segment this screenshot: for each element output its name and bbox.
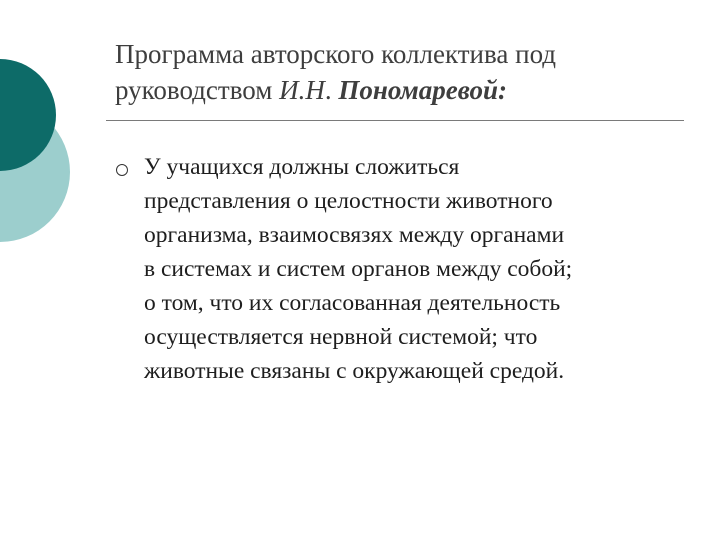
title-line-1: Программа авторского коллектива под bbox=[115, 39, 557, 69]
bullet-text bbox=[144, 150, 689, 388]
title-initials: И.Н bbox=[279, 75, 325, 105]
title-divider bbox=[106, 120, 684, 121]
slide-title bbox=[115, 36, 695, 108]
title-surname: Пономаревой: bbox=[338, 75, 508, 105]
hollow-circle-bullet-icon bbox=[116, 164, 128, 176]
title-initials-dot: . bbox=[324, 75, 332, 105]
bullet-line: представления о целостности животного bbox=[144, 188, 553, 214]
bullet-line: о том, что их согласованная деятельность bbox=[144, 290, 561, 316]
decorative-circles bbox=[0, 0, 120, 300]
bullet-line: организма, взаимосвязях между органами bbox=[144, 222, 565, 248]
bullet-line: осуществляется нервной системой; что bbox=[144, 324, 538, 350]
bullet-line: животные связаны с окружающей средой. bbox=[144, 358, 565, 384]
title-line-2-prefix: руководством bbox=[115, 75, 273, 105]
bullet-line: У учащихся должны сложиться bbox=[144, 154, 460, 180]
bullet-line: в системах и систем органов между собой; bbox=[144, 256, 573, 282]
